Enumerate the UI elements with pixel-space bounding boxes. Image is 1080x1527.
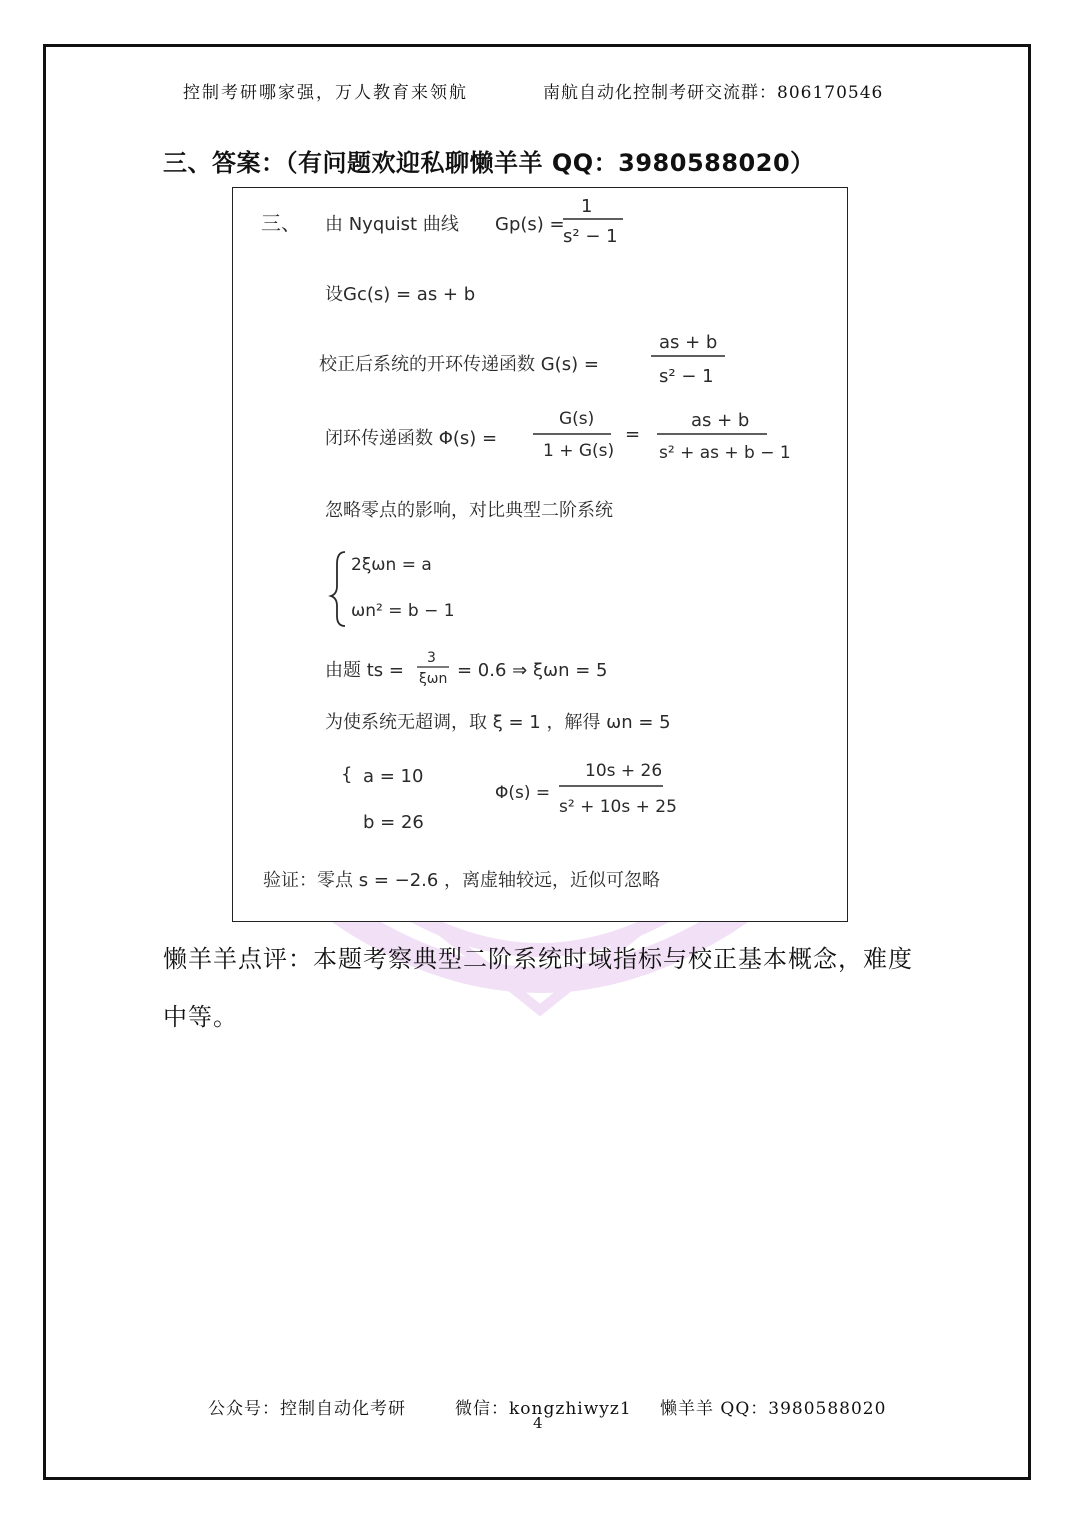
hw-line4-num1: G(s) bbox=[559, 409, 595, 429]
hw-line3-den: s² − 1 bbox=[659, 366, 714, 387]
hw-line7: 为使系统无超调，取 ξ = 1 ，解得 ωn = 5 bbox=[325, 712, 671, 733]
hw-line4-den1: 1 + G(s) bbox=[543, 441, 615, 461]
hw-system-eq1: 2ξωn = a bbox=[351, 555, 432, 575]
hw-line8-den: s² + 10s + 25 bbox=[559, 797, 677, 817]
hw-line2: 设Gc(s) = as + b bbox=[325, 284, 476, 305]
hw-line1-gp: Gp(s) = bbox=[495, 214, 565, 235]
hw-system-eq2: ωn² = b − 1 bbox=[351, 601, 455, 621]
hw-line5: 忽略零点的影响，对比典型二阶系统 bbox=[325, 500, 613, 521]
hw-line6-result: = 0.6 ⇒ ξωn = 5 bbox=[457, 660, 608, 681]
handwritten-solution bbox=[233, 188, 849, 923]
footer-wechat-id: 微信：kongzhiwyz1 bbox=[455, 1399, 632, 1419]
footer-qq: 懒羊羊 QQ：3980588020 bbox=[660, 1399, 887, 1419]
hw-line9: 验证：零点 s = −2.6 ，离虚轴较远，近似可忽略 bbox=[263, 870, 661, 891]
hw-line4-den2: s² + as + b − 1 bbox=[659, 443, 791, 463]
hw-line1-text: 由 Nyquist 曲线 bbox=[325, 214, 459, 235]
hw-system-brace bbox=[331, 552, 345, 626]
hw-line4-text: 闭环传递函数 Φ(s) = bbox=[325, 428, 498, 449]
hw-line6-text: 由题 ts = bbox=[325, 660, 404, 681]
commentary-paragraph: 懒羊羊点评：本题考察典型二阶系统时域指标与校正基本概念，难度中等。 bbox=[163, 945, 913, 1031]
header-slogan: 控制考研哪家强，万人教育来领航 bbox=[183, 83, 468, 103]
footer-wechat-account: 公众号：控制自动化考研 bbox=[208, 1399, 406, 1419]
hw-result-brace: { bbox=[341, 764, 353, 785]
hw-line1-num: 1 bbox=[581, 196, 593, 217]
hw-line3-text: 校正后系统的开环传递函数 G(s) = bbox=[319, 354, 599, 375]
section-title: 三、答案：（有问题欢迎私聊懒羊羊 QQ：3980588020） bbox=[163, 149, 815, 177]
hw-line4-equals: = bbox=[625, 424, 641, 445]
hw-line1-den: s² − 1 bbox=[563, 226, 618, 247]
page-number: 4 bbox=[533, 1414, 543, 1432]
header-group-info: 南航自动化控制考研交流群：806170546 bbox=[543, 83, 884, 103]
hw-line3-num: as + b bbox=[659, 332, 718, 353]
hw-line6-den: ξωn bbox=[419, 671, 448, 687]
hw-line1-label: 三、 bbox=[261, 211, 301, 235]
hw-line8-phi: Φ(s) = bbox=[495, 783, 551, 803]
handwritten-answer-image bbox=[232, 187, 848, 922]
hw-line8-num: 10s + 26 bbox=[585, 761, 663, 781]
hw-result-b: b = 26 bbox=[363, 812, 424, 833]
hw-result-a: a = 10 bbox=[363, 766, 424, 787]
hw-line6-num: 3 bbox=[427, 650, 436, 666]
hw-line4-num2: as + b bbox=[691, 410, 750, 431]
